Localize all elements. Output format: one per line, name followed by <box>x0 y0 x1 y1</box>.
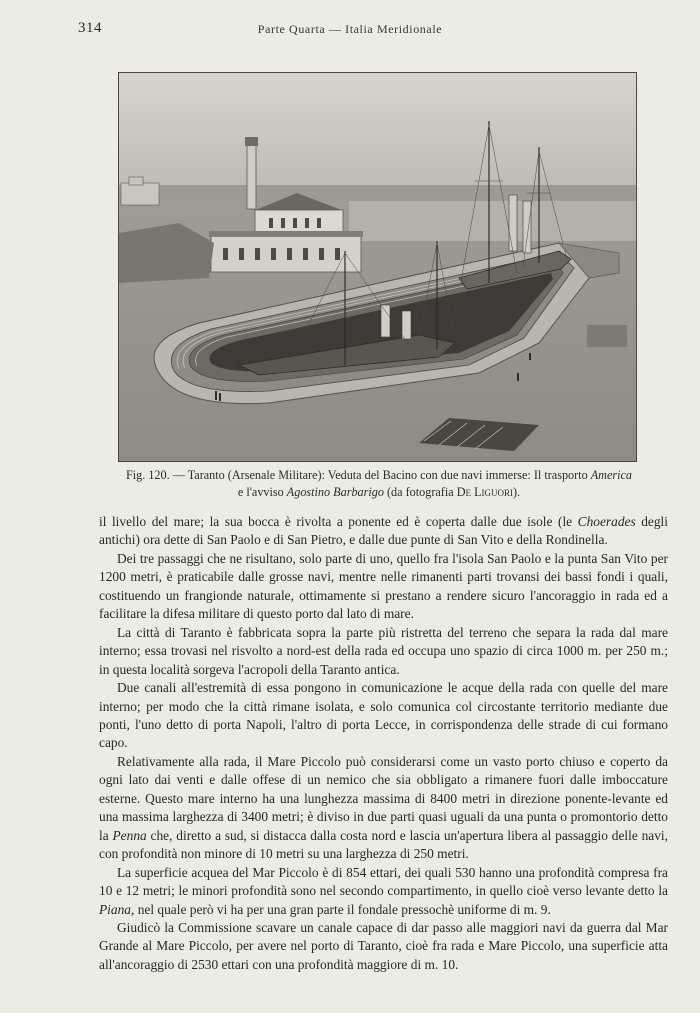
p5-text-a: Relativamente alla rada, il Mare Piccolo può considerarsi come un vasto porto chiuso e coperto da ogni lato dai venti e dalle offese di un nemico che sia obbligato a rimanere fuori dalle imboccature esterne. Questo mare interno ha una lunghezza massima di 8400 metri in direzione ponente-levante ed una massima larghezza di 3400 metri; è diviso in due parti quasi uguali da una punta o promontorio detto la <box>99 753 668 843</box>
page-number: 314 <box>78 20 102 36</box>
caption-line-1 <box>86 467 672 484</box>
caption-photographer: De Liguori <box>456 485 514 499</box>
p6-text-b: , nel quale però vi ha per una gran parte il fondale pressochè uniforme di m. 9. <box>131 901 551 917</box>
p1-text-a: il livello del mare; la sua bocca è rivolta a ponente ed è coperta dalle due isole (le <box>99 514 573 529</box>
paragraph-5 <box>99 753 668 864</box>
figure-photograph <box>118 72 637 462</box>
caption-text-2-end: ). <box>513 485 521 499</box>
p6-text-a: La superficie acquea del Mar Piccolo è di 854 ettari, dei quali 530 hanno una profondità compresa fra 10 e 12 metri; le minori profondità sono nel secondo compartimento, in quello cioè verso levante detto la <box>99 864 668 899</box>
p5-text-b: che, diretto a sud, si distacca dalla costa nord e lascia un'apertura libera al passaggio delle navi, con profondità non minore di 10 metri su una larghezza di 250 metri. <box>99 827 668 862</box>
body-text <box>99 513 668 974</box>
p1-choerades: Choerades <box>577 514 636 529</box>
caption-text-1: Fig. 120. — Taranto (Arsenale Militare): Veduta del Bacino con due navi immerse: Il trasporto <box>125 468 588 482</box>
caption-line-2 <box>86 484 672 501</box>
p5-penna: Penna <box>112 827 147 843</box>
caption-ship-america: America <box>590 468 633 482</box>
paragraph-4: Due canali all'estremità di essa pongono in comunicazione le acque della rada con quelle del mare interno; per modo che la città rimane isolata, e solo comunica col circostante territorio mediante due ponti, l'uno detto di porta Napoli, l'altro di porta Lecce, in corrispondenza delle strade di cui formano capo. <box>99 680 668 751</box>
paragraph-6 <box>99 864 668 919</box>
p1-text-b: degli antichi) ora dette di San Paolo e di San Pietro, e dalle due punte di San Vito e della Rondinella. <box>99 514 668 548</box>
paragraph-1 <box>99 513 668 550</box>
caption-text-2a: e l'avviso <box>237 485 284 499</box>
paragraph-2: Dei tre passaggi che ne risultano, solo parte di uno, quello fra l'isola San Paolo e la punta San Vito per 1200 metri, è praticabile dalle grosse navi, mentre nelle rimanenti parti trovansi dei bassi fondi i quali, costituendo un frangionde naturale, ottimamente si prestano a rendere sicuro l'ancoraggio in rada ed a facilitare la difesa militare di questo porto dal lato di mare. <box>99 550 668 622</box>
paragraph-7: Giudicò la Commissione scavare un canale capace di dar passo alle maggiori navi da guerra dal Mar Grande al Mare Piccolo, per avere nel porto di Taranto, cioè fra rada e Mare Piccolo, una superficie atta all'ancoraggio di 2530 ettari con una profondità maggiore di m. 10. <box>99 919 668 972</box>
p6-piana: Piana <box>99 901 131 917</box>
running-head: Parte Quarta — Italia Meridionale <box>257 22 443 36</box>
caption-text-2b: (da fotografia <box>387 485 454 499</box>
dry-dock-photo-illustration <box>119 73 636 461</box>
caption-ship-barbarigo: Agostino Barbarigo <box>286 485 384 499</box>
paragraph-3: La città di Taranto è fabbricata sopra la parte più ristretta del terreno che separa la rada dal mare interno; essa trovasi nel risvolto a nord-est della rada ed occupa uno spazio di circa 1000 m. per 250 m.; in questa località sorgeva l'acropoli della Taranto antica. <box>99 624 668 677</box>
figure-caption <box>86 467 672 501</box>
